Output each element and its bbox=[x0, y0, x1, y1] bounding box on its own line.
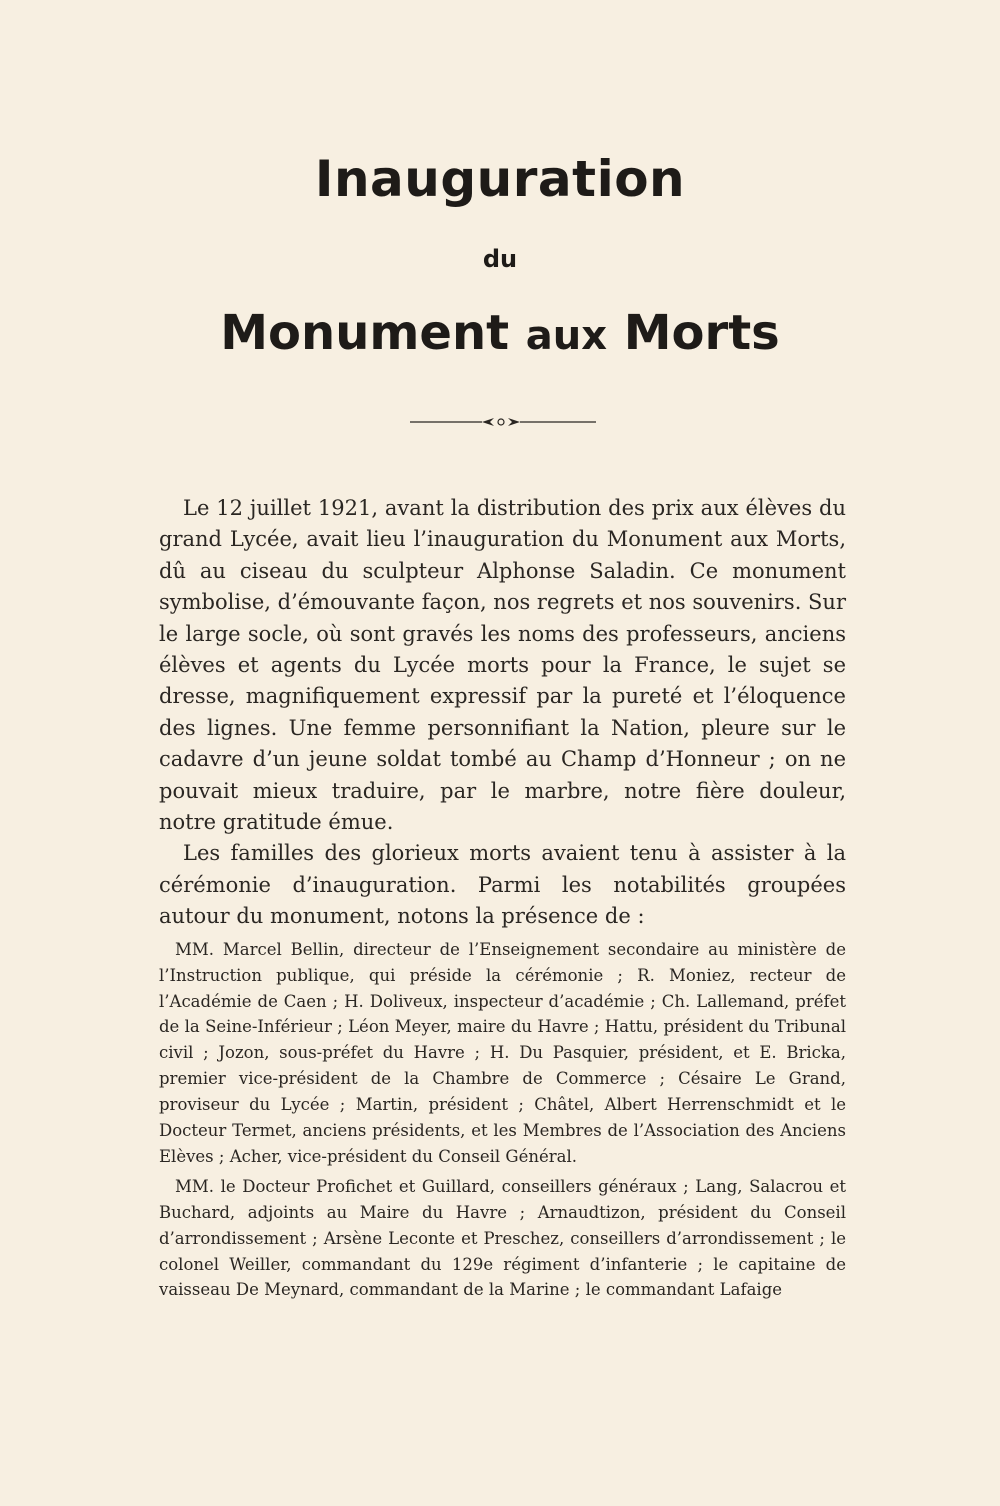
title-du: du bbox=[482, 245, 518, 273]
ornament-divider-icon bbox=[410, 412, 596, 432]
paragraph-families: Les familles des glorieux morts avaient tenu à assister à la cérémonie d’inauguration. Parmi les notabilités groupées autour du monument, notons la présence de : bbox=[159, 841, 846, 929]
title-inauguration: Inauguration bbox=[314, 150, 686, 208]
title-monument-aux-morts bbox=[0, 305, 1000, 361]
paragraph-officials-1: MM. Marcel Bellin, directeur de l’Enseignement secondaire au ministère de l’Instruction publique, qui préside la cérémonie ; R. Moniez, recteur de l’Académie de Caen ; H. Doliveux, inspecteur d’académie ; Ch. Lallemand, préfet de la Seine-Inférieur ; Léon Meyer, maire du Havre ; Hattu, président du Tribunal civil ; Jozon, sous-préfet du Havre ; H. Du Pasquier, président, et E. Bricka, premier vice-président de la Chambre de Commerce ; Césaire Le Grand, proviseur du Lycée ; Martin, président ; Châtel, Albert Herrenschmidt et le Docteur Termet, anciens présidents, et les Membres de l’Association des Anciens Elèves ; Acher, vice-président du Conseil Général. bbox=[159, 939, 846, 1166]
title-word-morts: Morts bbox=[623, 305, 780, 361]
paragraph-officials-2: MM. le Docteur Profichet et Guillard, conseillers généraux ; Lang, Salacrou et Buchard, adjoints au Maire du Havre ; Arnaudtizon, président du Conseil d’arrondissement ; Arsène Leconte et Preschez, conseillers d’arrondissement ; le colonel Weiller, commandant du 129e régiment d’infanterie ; le capitaine de vaisseau De Meynard, commandant de la Marine ; le commandant Lafaige bbox=[159, 1176, 846, 1300]
title-word-aux: aux bbox=[525, 313, 608, 359]
article-body bbox=[159, 493, 846, 1303]
title-word-monument: Monument bbox=[220, 305, 510, 361]
paragraph-intro: Le 12 juillet 1921, avant la distribution des prix aux élèves du grand Lycée, avait lieu l’inauguration du Monument aux Morts, dû au ciseau du sculpteur Alphonse Saladin. Ce monument symbolise, d’émouvante façon, nos regrets et nos souvenirs. Sur le large socle, où sont gravés les noms des professeurs, anciens élèves et agents du Lycée morts pour la France, le sujet se dresse, magnifiquement expressif par la pureté et l’éloquence des lignes. Une femme personnifiant la Nation, pleure sur le cadavre d’un jeune soldat tombé au Champ d’Honneur ; on ne pouvait mieux traduire, par le marbre, notre fière douleur, notre gratitude émue. bbox=[159, 496, 846, 835]
